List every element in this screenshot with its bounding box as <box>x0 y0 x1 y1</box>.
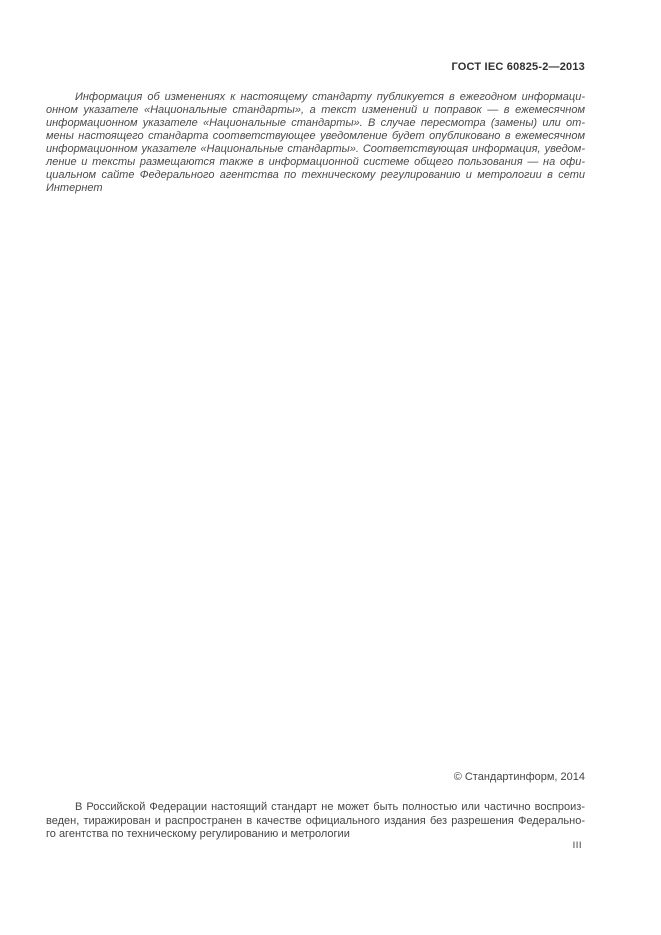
notice-line: ление и тексты размещаются также в информационной системе общего пользования — на офи- <box>46 156 585 168</box>
notice-line: онном указателе «Национальные стандарты», а текст изменений и поправок — в ежемесячном <box>46 104 585 116</box>
reproduction-restriction-paragraph <box>46 801 585 842</box>
notice-line: информационном указателе «Национальные стандарты». В случае пересмотра (замены) или от- <box>46 117 585 129</box>
notice-line: мены настоящего стандарта соответствующее уведомление будет опубликовано в ежемесячном <box>46 130 585 142</box>
notice-line: Интернет <box>46 182 103 194</box>
restriction-line: В Российской Федерации настоящий стандарт не может быть полностью или частично воспроиз- <box>75 801 585 813</box>
page-number: III <box>572 840 582 851</box>
notice-line: Информация об изменениях к настоящему стандарту публикуется в ежегодном информаци- <box>75 91 585 103</box>
amendments-notice-paragraph <box>46 91 585 195</box>
restriction-line: го агентства по техническому регулированию и метрологии <box>46 828 350 840</box>
restriction-line: веден, тиражирован и распространен в качестве официального издания без разрешения Федерально- <box>46 814 585 827</box>
notice-line: циальном сайте Федерального агентства по техническому регулированию и метрологии в сети <box>46 169 585 181</box>
standard-designation-header: ГОСТ IEC 60825-2—2013 <box>451 61 585 73</box>
copyright-line: © Стандартинформ, 2014 <box>453 771 585 783</box>
notice-line: информационном указателе «Национальные стандарты». Соответствующая информация, уведом- <box>46 143 585 155</box>
